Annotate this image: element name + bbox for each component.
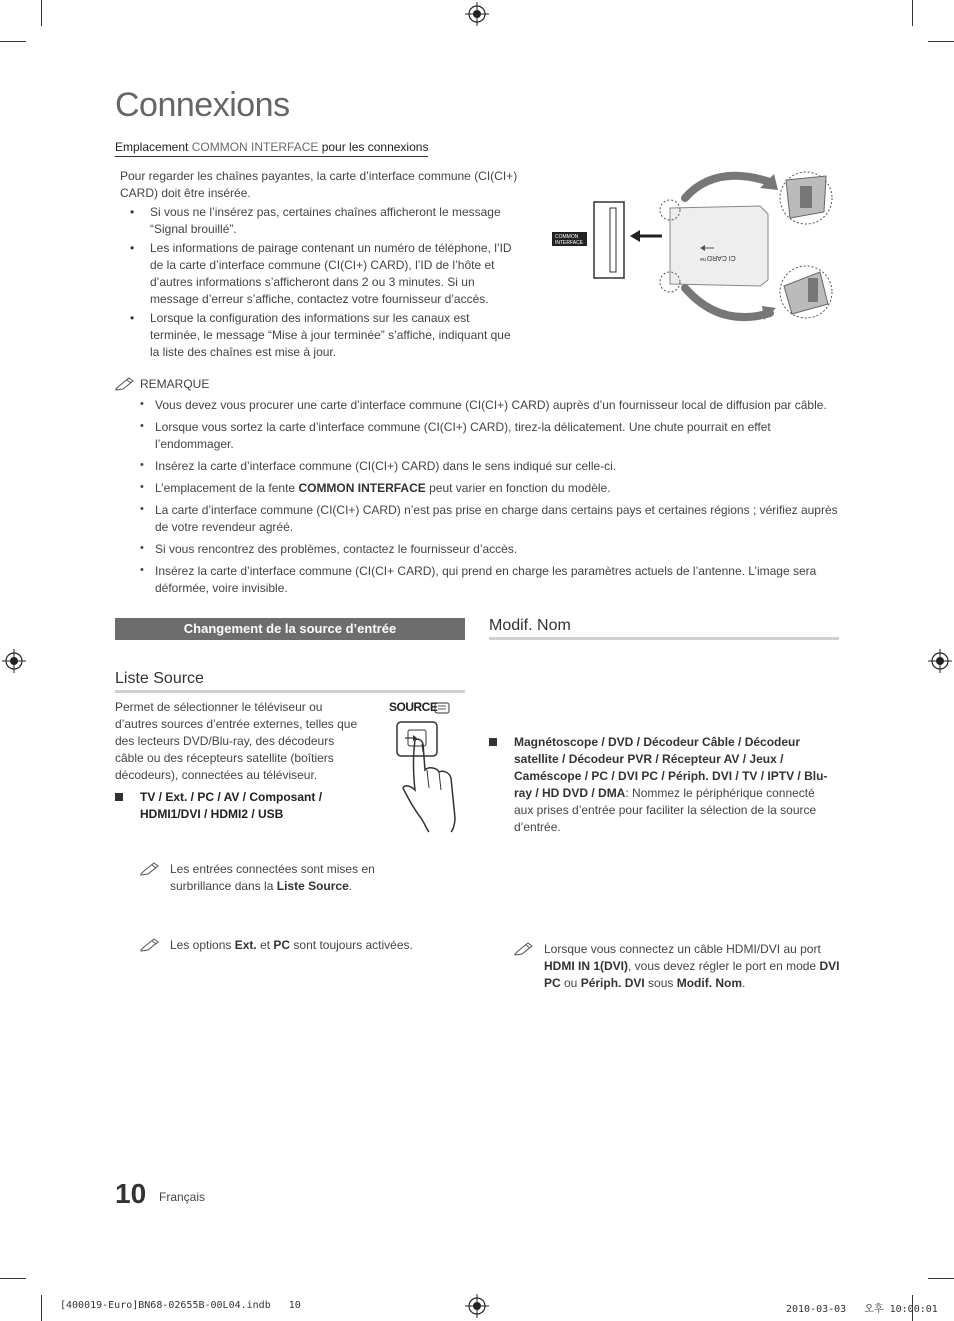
item-text: L’emplacement de la fente [155,481,299,495]
crop-mark [41,0,42,26]
source-button-label: SOURCE [389,700,438,714]
note-text: , vous devez régler le port en mode [628,959,820,973]
registration-mark-icon [2,649,26,673]
note-text: . [742,976,746,990]
note-bold: Périph. DVI [580,976,645,990]
registration-mark-icon [465,2,489,26]
slot-label-line1: COMMON [555,234,579,240]
registration-mark-icon [928,649,952,673]
ci-card-figure [550,168,840,328]
heading-pre: Emplacement [115,140,192,154]
crop-mark [0,1278,26,1279]
pencil-note-icon [514,942,534,956]
note-text: . [348,879,353,893]
note-text: et [256,938,274,952]
card-label: CI CARD™ [700,254,736,261]
ci-slot-illustration [550,168,840,328]
footer-file-info: [400019-Euro]BN68-02655B-00L04.indb 10 [60,1300,301,1311]
ci-text-block [120,168,520,361]
item-bold: COMMON INTERFACE [298,481,426,495]
page-language: Français [159,1190,206,1204]
remarque-item [115,480,840,497]
page-title: Connexions [115,86,290,124]
source-note-2 [140,937,470,954]
note-bold: Liste Source [276,879,349,893]
note-text: Les options [170,938,235,952]
note-text: Les entrées connectées sont mises en surbrillance dans la [170,862,375,893]
note-bold: Modif. Nom [676,976,743,990]
remarque-block [115,376,840,602]
note-bold: PC [273,938,291,952]
section-rule [115,690,465,693]
source-options [115,789,400,823]
note-bold: Ext. [234,938,257,952]
section-rule [489,637,839,640]
remarque-item: • Insérez la carte d’interface commune (CI(CI+ CARD), qui prend en charge les paramètres actuels de l’antenne. L’image sera déformée, voire invisible. [115,563,840,597]
crop-mark [41,1295,42,1321]
modif-nom-note [514,941,844,992]
slot-label-line2: INTERFACE [555,240,584,246]
footer-timestamp: 2010-03-03 오후 10:00:01 [786,1304,938,1315]
registration-mark-icon [465,1294,489,1318]
pencil-note-icon [115,377,135,391]
remarque-item: • La carte d’interface commune (CI(CI+) CARD) n’est pas prise en charge dans certains pays et certaines régions ; vérifiez auprès de votre revendeur agréé. [115,502,840,536]
pencil-note-icon [140,862,160,876]
crop-mark [928,41,954,42]
ci-section-heading [115,140,428,157]
liste-source-title: Liste Source [115,670,204,687]
modif-nom-title: Modif. Nom [489,617,571,634]
remarque-header [115,376,840,393]
note-bold: DVI PC [544,959,840,990]
pencil-note-icon [140,938,160,952]
crop-mark [912,0,913,26]
source-note-1 [140,861,400,895]
note-text: sont toujours activées. [290,938,413,952]
ci-bullet: • Les informations de pairage contenant un numéro de téléphone, l’ID de la carte d’interface commune (CI(CI+) CARD), l’ID de l’hôte et d’autres informations s’afficheront dans 2 ou 3 minutes. Si un message d’erreur s’affiche, contactez votre fournisseur d’accès. [120,240,520,308]
note-text: ou [560,976,581,990]
options-line2: HDMI1/DVI / HDMI2 / USB [140,807,284,821]
item-text: peut varier en fonction du modèle. [425,481,611,495]
ci-bullet: • Lorsque la configuration des informations sur les canaux est terminée, le message “Mise à jour terminée” s’affiche, indiquant que la liste des chaînes est mise à jour. [120,310,520,361]
item-text: : Nommez le périphérique connecté aux prises d’entrée pour faciliter la sélection de la source d’entrée. [514,786,817,834]
modif-nom-item [489,734,834,836]
note-bold: HDMI IN 1(DVI) [544,959,628,973]
liste-source-text: Permet de sélectionner le téléviseur ou d’autres sources d’entrée externes, telles que des lecteurs DVD/Blu-ray, des décodeurs câble ou des récepteurs satellite (boîtiers décodeurs), connectées au téléviseur. [115,700,358,782]
remarque-item: • Si vous rencontrez des problèmes, contactez le fournisseur d’accès. [115,541,840,558]
remarque-label: REMARQUE [140,377,210,391]
page-number: 10 [115,1178,147,1209]
note-text: Lorsque vous connectez un câble HDMI/DVI au port [544,942,821,956]
crop-mark [0,41,26,42]
device-list: Magnétoscope / DVD / Décodeur Câble / Décodeur satellite / Décodeur PVR / Récepteur AV / Jeux / Caméscope / PC / DVI PC / Périph. DVI / TV / IPTV / Blu-ray / HD DVD / DMA [514,735,828,800]
note-text: sous [644,976,677,990]
ci-bullet: • Si vous ne l’insérez pas, certaines chaînes afficheront le message “Signal brouillé”. [120,204,520,238]
section-bar: Changement de la source d’entrée [115,618,465,640]
remarque-item: • Lorsque vous sortez la carte d’interface commune (CI(CI+) CARD), tirez-la délicatement. Une chute pourrait en effet l’endommager. [115,419,840,453]
remarque-item: • Vous devez vous procurer une carte d’interface commune (CI(CI+) CARD) auprès d’un fournisseur local de diffusion par câble. [115,397,840,414]
heading-post: pour les connexions [318,140,429,154]
heading-highlight: COMMON INTERFACE [191,140,319,154]
options-line1: TV / Ext. / PC / AV / Composant / [140,790,323,804]
remarque-item: • Insérez la carte d’interface commune (CI(CI+) CARD) dans le sens indiqué sur celle-ci. [115,458,840,475]
ci-intro: Pour regarder les chaînes payantes, la carte d’interface commune (CI(CI+) CARD) doit être insérée. [120,169,518,200]
crop-mark [928,1278,954,1279]
